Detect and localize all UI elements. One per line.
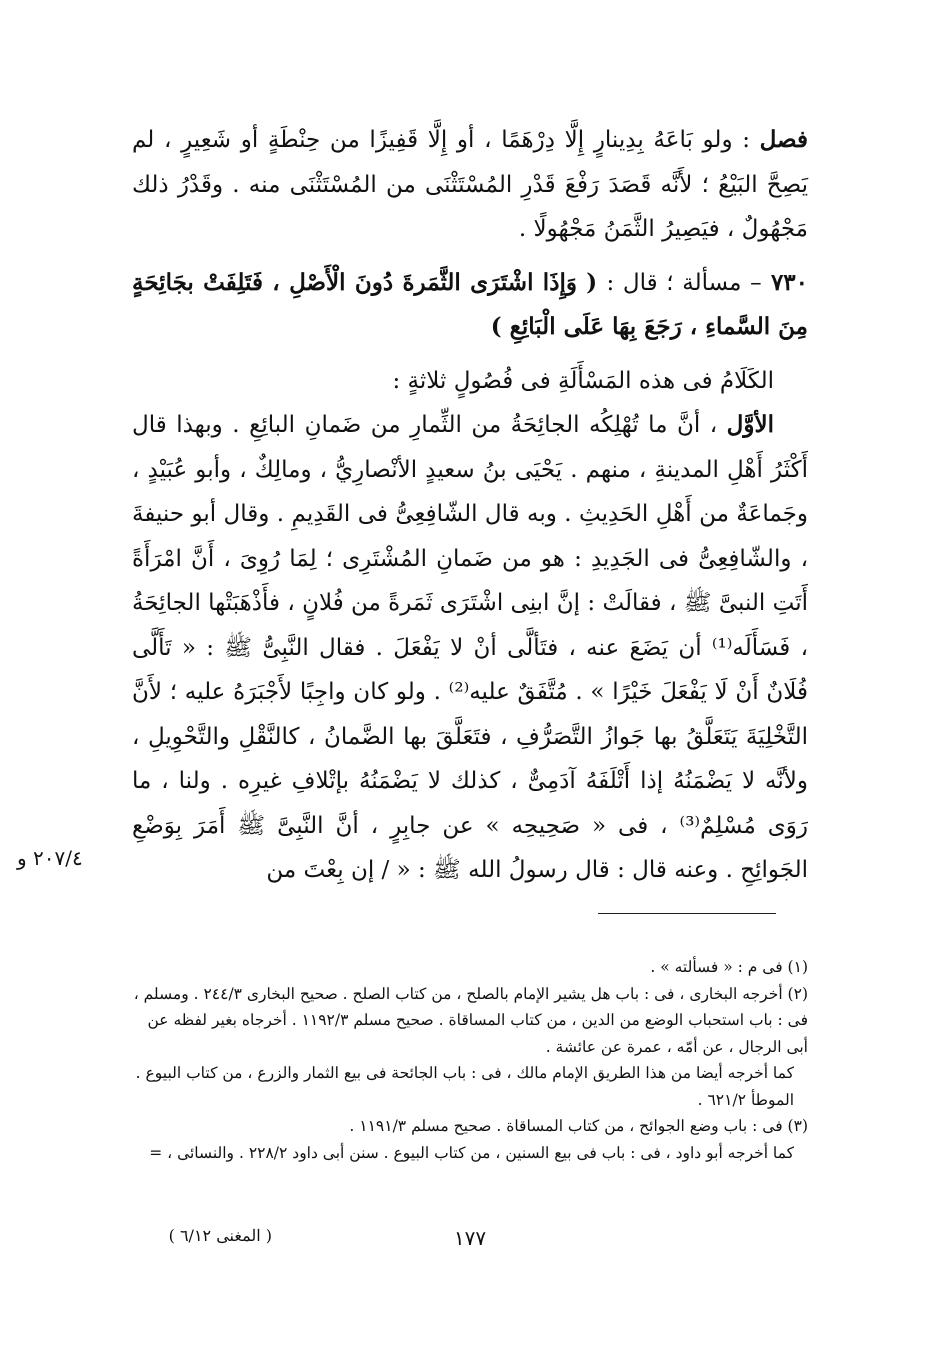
footnotes [132, 954, 808, 1166]
discussion-intro: الكَلَامُ فى هذه المَسْأَلَةِ فى فُصُولٍ ثلاثةٍ : [392, 367, 774, 394]
issue-intro: – مسألة ؛ قال : [606, 269, 762, 296]
footnote-divider [598, 913, 776, 914]
footnote-3-continuation: كما أخرجه أبو داود ، فى : باب فى بيع السنين ، من كتاب البيوع . سنن أبى داود ٢٢٨/٢ . والنسائى ، = [149, 1143, 794, 1162]
printer-signature: ( المغنى ٦/١٢ ) [168, 1226, 272, 1245]
page-number: ١٧٧ [453, 1226, 487, 1250]
section-heading: فصل [759, 126, 808, 153]
footnote-2-continuation: كما أخرجه أيضا من هذا الطريق الإمام مالك ، فى : باب الجائحة فى بيع الثمار والزرع ، من كتاب البيوع . الموطأ ٦٢١/٢ . [135, 1064, 794, 1109]
issue-paragraph [132, 261, 808, 350]
margin-folio-note: ٢٠٧/٤ و [17, 846, 83, 870]
section-paragraph [132, 118, 808, 252]
footnote-1: (١) فى م : « فسألته » . [650, 958, 808, 976]
main-text [132, 118, 808, 893]
first-chapter-heading: الأوَّل [726, 411, 774, 438]
first-chapter-text: ، أنَّ ما تُهْلِكُه الجائِحَةُ من الثِّمارِ من ضَمانِ البائِعِ . وبهذا قال أَكْثَرُ أَهْلِ المدينةِ ، منهم . يَحْيَى بنُ سعيدٍ الأنْصارِيُّ ، ومالِكٌ ، وأبو عُبَيْدٍ ، وجَماعَةٌ من أَهْلِ الحَدِيثِ . وبه قال الشّافِعِىُّ فى القَدِيمِ . وقال أبو حنيفةَ ، والشّافِعِىُّ فى الجَدِيدِ : هو من ضَمانِ المُشْتَرِى ؛ لِمَا رُوِىَ ، أَنَّ امْرَأَةً أَتَتِ النبىَّ ﷺ ، فقالَتْ : إنَّ ابنِى اشْتَرَى ثَمَرةً من فُلانٍ ، فأَذْهَبَتْها الجائِحَةُ ، فَسَأَلَه⁽¹⁾ أن يَضَعَ عنه ، فتَألَّى أنْ لا يَفْعَلَ . فقال النَّبِىُّ ﷺ : « تَأَلَّى فُلَانٌ أَنْ لَا يَفْعَلَ خَيْرًا » . مُتَّفَقٌ عليه⁽²⁾ . ولو كان واجِبًا لأَجْبَرَهُ عليه ؛ لأَنَّ التَّخْلِيَةَ يَتَعَلَّقُ بها جَوازُ التَّصَرُّفِ ، فتَعَلَّقَ بها الضَّمانُ ، كالنَّقْلِ والتَّحْوِيلِ ، ولأنَّه لا يَضْمَنُهُ إذا أَتْلَفَهُ آدَمِىٌّ ، كذلك لا يَضْمَنُهُ بإتْلافِ غيرِه . ولنا ، ما رَوَى مُسْلِمٌ⁽³⁾ ، فى « صَحِيحِه » عن جابِرٍ ، أنَّ النَّبِىَّ ﷺ أَمَرَ بِوَضْعِ الجَوائِحِ . وعنه قال : قال رسولُ الله ﷺ : « / إن بِعْتَ من [132, 412, 808, 883]
section-text: : ولو بَاعَهُ بِدِينارٍ إِلَّا دِرْهَمًا ، أو إِلَّا قَفِيزًا من حِنْطَةٍ أو شَعِيرٍ ، لم يَصِحَّ البَيْعُ ؛ لأَنَّه قَصَدَ رَفْعَ قَدْرِ المُسْتَثْنَى من المُسْتَثْنَى منه . وقَدْرُ ذلك مَجْهُولٌ ، فيَصِيرُ الثَّمَنُ مَجْهُولًا . [132, 127, 808, 242]
issue-quote: ( وَإِذَا اشْتَرَى الثَّمَرةَ دُونَ الْأَصْلِ ، فَتَلِفَتْ بجَائِحَةٍ مِنَ السَّماءِ ، رَجَعَ بِهَا عَلَى الْبَائِعِ ) [132, 268, 808, 340]
issue-number: ٧٣٠ [770, 268, 809, 296]
first-chapter-paragraph [132, 403, 808, 893]
footnote-2: (٢) أخرجه البخارى ، فى : باب هل يشير الإمام بالصلح ، من كتاب الصلح . صحيح البخارى ٢٤٤/٣ . ومسلم ، فى : باب استحباب الوضع من الدين ، من كتاب المساقاة . صحيح مسلم ١١٩٢/٣ . أخرجاه بغير لفظه عن أبى الرجال ، عن أمّه ، عمرة عن عائشة . [133, 984, 808, 1056]
footnote-3: (٣) فى : باب وضع الجوائح ، من كتاب المساقاة . صحيح مسلم ١١٩١/٣ . [349, 1117, 808, 1135]
